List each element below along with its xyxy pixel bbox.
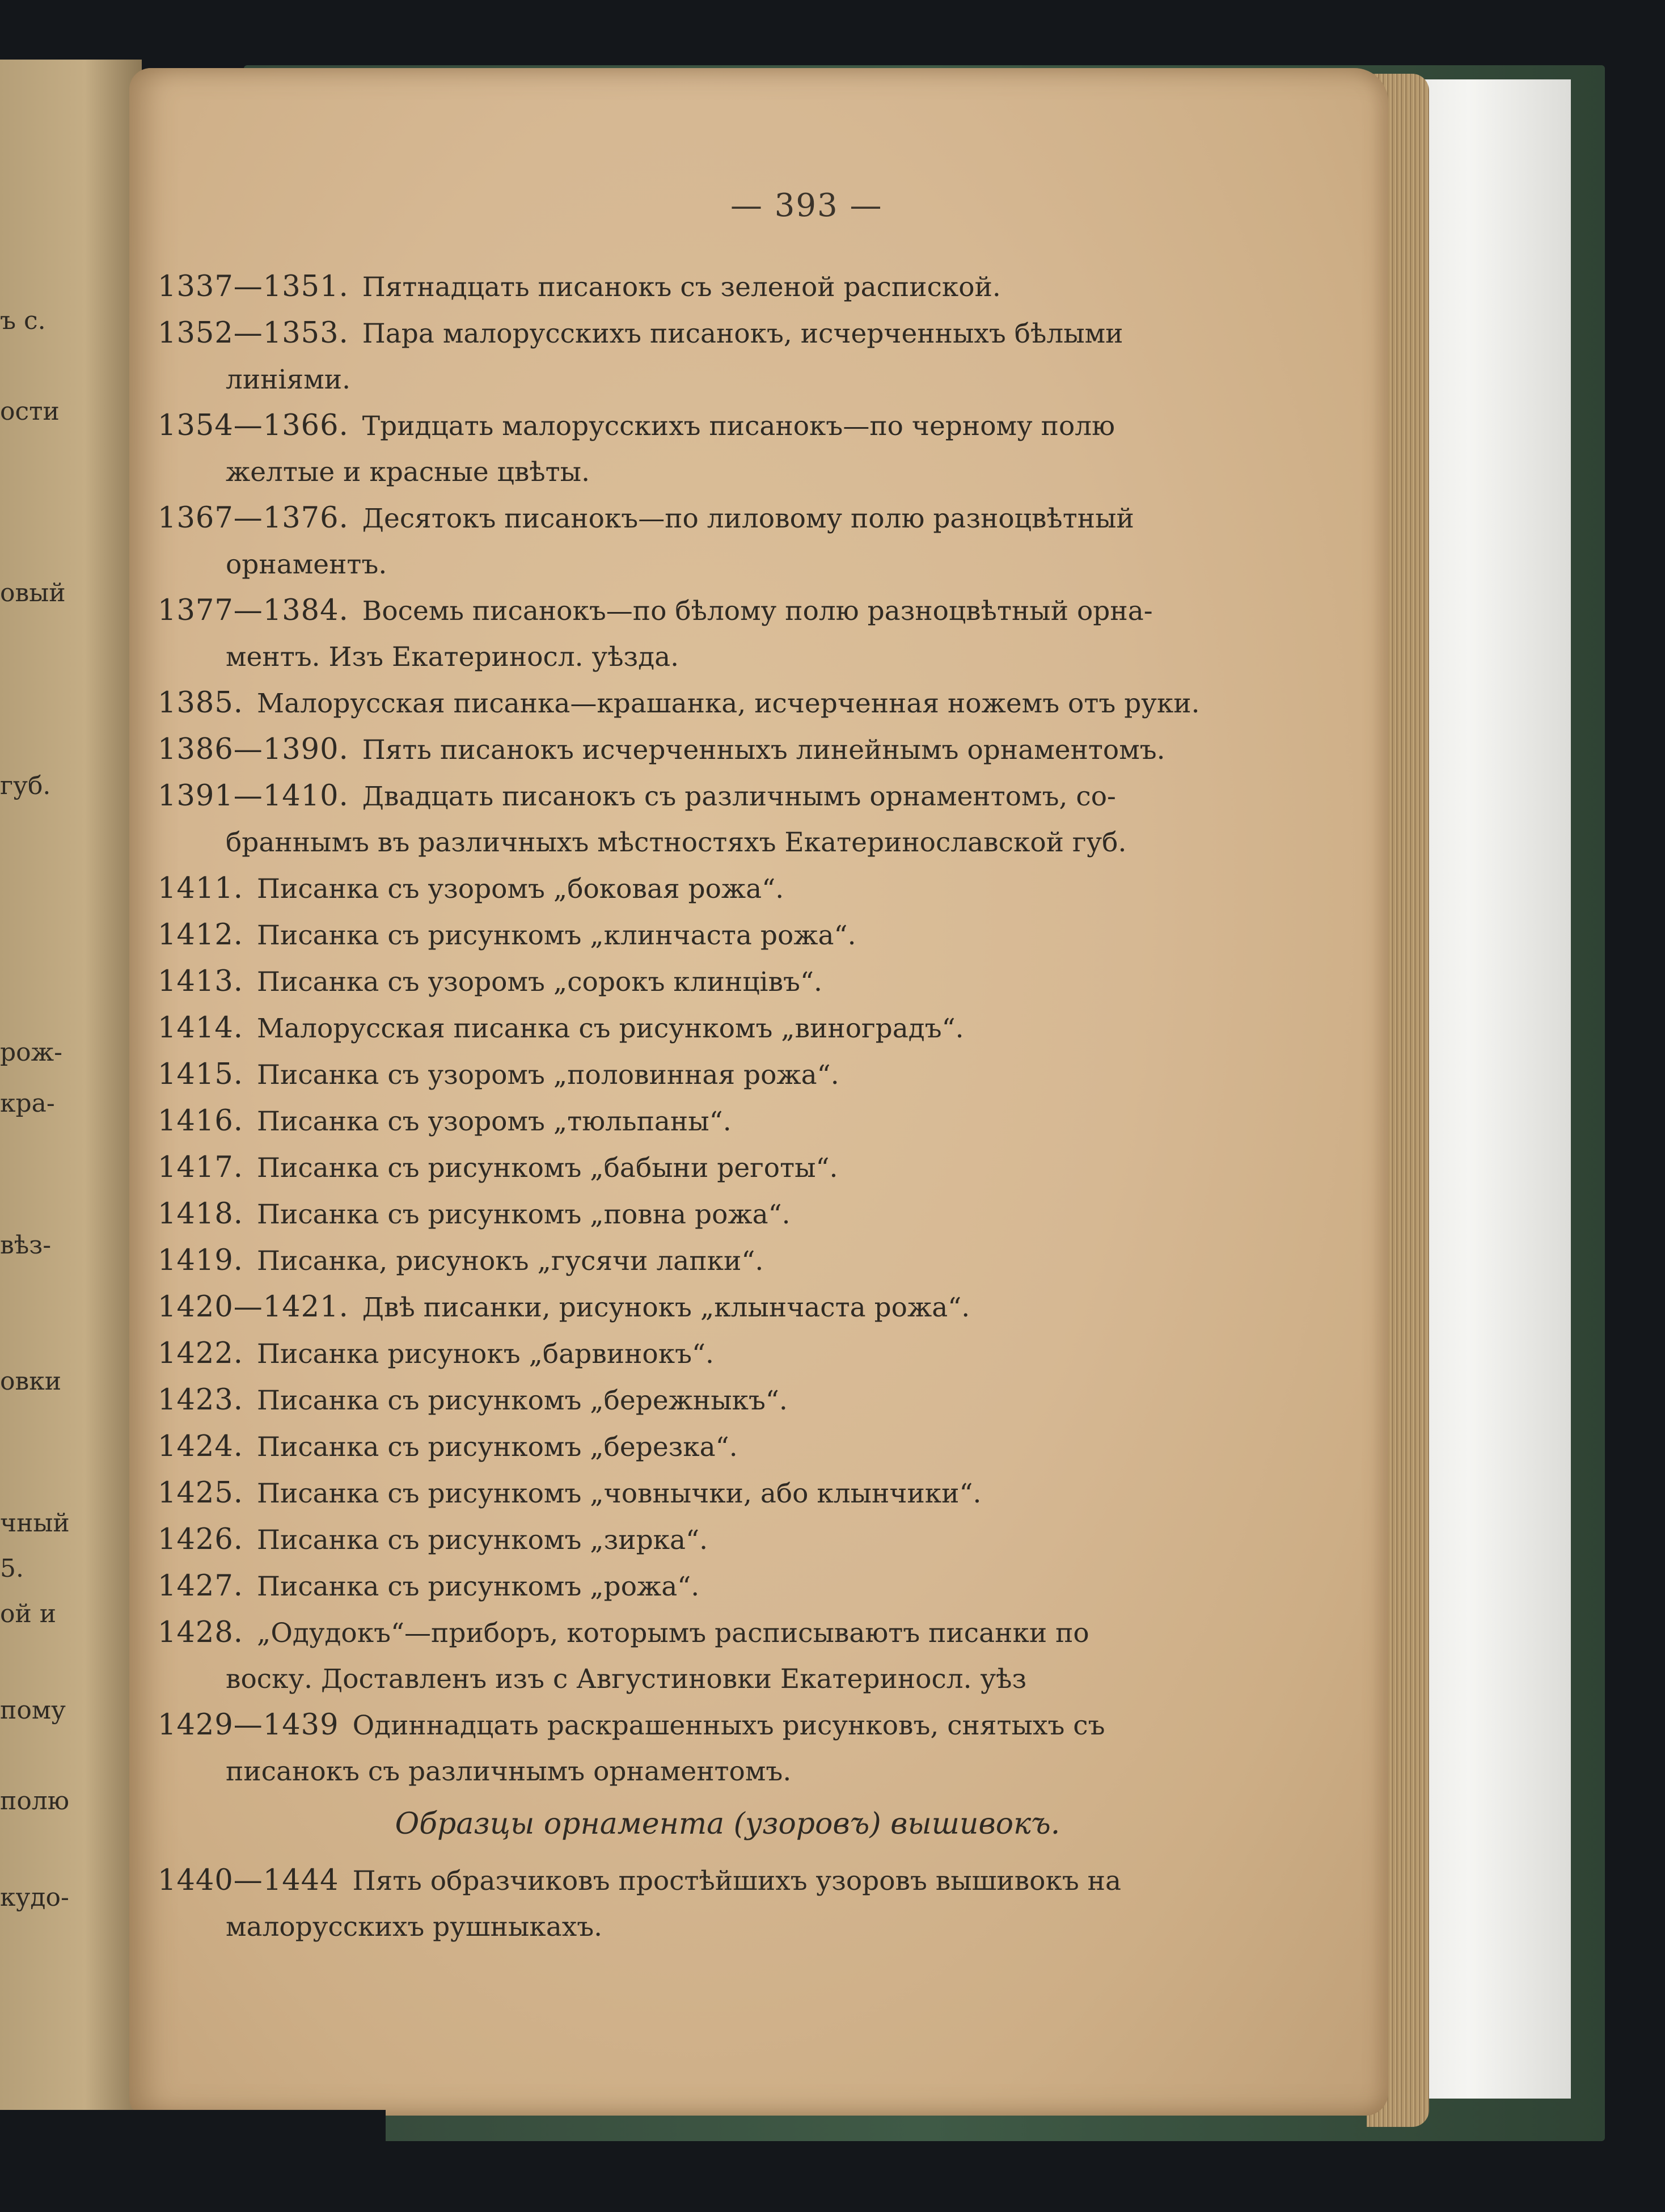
entry-number: 1386—1390. bbox=[158, 733, 349, 766]
entry-first-line bbox=[158, 1517, 1229, 1563]
entry-number: 1354—1366. bbox=[158, 409, 349, 442]
entry-text: Писанка съ рисункомъ „повна рожа“. bbox=[257, 1199, 791, 1230]
entry-number: 1425. bbox=[158, 1476, 244, 1510]
entry-first-line bbox=[158, 1098, 1229, 1145]
entry-first-line bbox=[158, 264, 1229, 310]
entry-number: 1427. bbox=[158, 1569, 244, 1603]
entry-continuation: писанокъ съ различнымъ орнаментомъ. bbox=[226, 1756, 792, 1787]
catalog-entry bbox=[158, 1610, 1229, 1702]
entry-text: Писанка съ рисункомъ „човнычки, або клынчики“. bbox=[257, 1478, 982, 1509]
entry-number: 1411. bbox=[158, 872, 244, 905]
entry-continuation: малорусскихъ рушныкахъ. bbox=[226, 1911, 603, 1943]
entry-first-line bbox=[158, 310, 1229, 357]
entry-text: Писанка съ рисункомъ „клинчаста рожа“. bbox=[257, 920, 856, 951]
entry-first-line bbox=[158, 1424, 1229, 1470]
catalog-entry bbox=[158, 1284, 1229, 1331]
catalog-entry bbox=[158, 1470, 1229, 1517]
bottom-shadow bbox=[0, 2110, 386, 2212]
entry-text: Писанка съ узоромъ „боковая рожа“. bbox=[257, 873, 784, 905]
left-page-fragment: кудо- bbox=[0, 1883, 69, 1912]
page-number: — 393 — bbox=[730, 187, 883, 224]
catalog-entry bbox=[158, 1563, 1229, 1610]
entry-text: Малорусская писанка съ рисункомъ „виноградъ“. bbox=[257, 1013, 964, 1044]
catalog-entry bbox=[158, 1098, 1229, 1145]
entry-number: 1385. bbox=[158, 686, 244, 720]
entry-first-line bbox=[158, 1377, 1229, 1424]
entry-number: 1423. bbox=[158, 1383, 244, 1417]
left-page-fragment: вѣз- bbox=[0, 1231, 52, 1260]
entry-first-line bbox=[158, 1284, 1229, 1331]
page bbox=[129, 68, 1388, 2116]
entry-first-line bbox=[158, 1702, 1229, 1749]
entry-first-line bbox=[158, 1191, 1229, 1238]
catalog-entry bbox=[158, 495, 1229, 588]
entry-number: 1418. bbox=[158, 1197, 244, 1231]
left-page-fragment: ъ с. bbox=[0, 306, 46, 335]
entry-text: Писанка съ узоромъ „тюльпаны“. bbox=[257, 1106, 732, 1137]
entry-first-line bbox=[158, 1470, 1229, 1517]
entry-number: 1337—1351. bbox=[158, 270, 349, 303]
entry-first-line bbox=[158, 727, 1229, 773]
entry-text: Тридцать малорусскихъ писанокъ—по черному полю bbox=[362, 411, 1115, 442]
catalog-entry bbox=[158, 1052, 1229, 1098]
entry-first-line bbox=[158, 403, 1229, 449]
entry-first-line bbox=[158, 1005, 1229, 1052]
entry-text: Пара малорусскихъ писанокъ, исчерченныхъ бѣлыми bbox=[362, 318, 1123, 349]
section-heading: Образцы орнамента (узоровъ) вышивокъ. bbox=[395, 1807, 1060, 1841]
entry-number: 1426. bbox=[158, 1523, 244, 1556]
left-page-fragment: кра- bbox=[0, 1089, 55, 1118]
entry-text: Одиннадцать раскрашенныхъ рисунковъ, снятыхъ съ bbox=[352, 1710, 1105, 1741]
entry-first-line bbox=[158, 1052, 1229, 1098]
entry-text: Десятокъ писанокъ—по лиловому полю разноцвѣтный bbox=[362, 503, 1134, 534]
catalog-entry bbox=[158, 727, 1229, 773]
entry-number: 1412. bbox=[158, 918, 244, 952]
entry-number: 1428. bbox=[158, 1616, 244, 1649]
catalog-entry bbox=[158, 310, 1229, 403]
left-page-fragment: губ. bbox=[0, 771, 51, 800]
entry-first-line bbox=[158, 912, 1229, 959]
entry-text: Восемь писанокъ—по бѣлому полю разноцвѣтный орна- bbox=[362, 596, 1153, 627]
entry-continuation: ментъ. Изъ Екатериносл. уѣзда. bbox=[226, 641, 679, 673]
entry-number: 1416. bbox=[158, 1104, 244, 1138]
entry-first-line bbox=[158, 1563, 1229, 1610]
catalog-entry bbox=[158, 773, 1229, 866]
entry-continuation: воску. Доставленъ изъ с Августиновки Екатериносл. уѣз bbox=[226, 1664, 1027, 1695]
entry-text: Писанка съ рисункомъ „зирка“. bbox=[257, 1525, 708, 1556]
entry-number: 1413. bbox=[158, 965, 244, 998]
left-page-fragment: овки bbox=[0, 1367, 62, 1396]
catalog-entry bbox=[158, 1424, 1229, 1470]
entry-first-line bbox=[158, 588, 1229, 634]
entry-number: 1414. bbox=[158, 1011, 244, 1045]
entry-first-line bbox=[158, 1238, 1229, 1284]
catalog-entry bbox=[158, 1331, 1229, 1377]
catalog-entry bbox=[158, 1377, 1229, 1424]
entry-first-line bbox=[158, 773, 1229, 820]
left-page-fragment: чный bbox=[0, 1509, 70, 1538]
catalog-entry bbox=[158, 866, 1229, 912]
entry-number: 1420—1421. bbox=[158, 1290, 349, 1324]
catalog-entry bbox=[158, 1517, 1229, 1563]
left-page bbox=[0, 60, 142, 2135]
entry-text: Писанка съ рисункомъ „бережныкъ“. bbox=[257, 1385, 788, 1416]
catalog-entry bbox=[158, 1858, 1229, 1950]
entry-continuation: браннымъ въ различныхъ мѣстностяхъ Екатеринославской губ. bbox=[226, 827, 1127, 858]
entry-number: 1391—1410. bbox=[158, 779, 349, 813]
entry-continuation: линіями. bbox=[226, 364, 351, 395]
entry-number: 1367—1376. bbox=[158, 501, 349, 535]
catalog-entry bbox=[158, 959, 1229, 1005]
entry-number: 1424. bbox=[158, 1430, 244, 1463]
catalog-entry bbox=[158, 1238, 1229, 1284]
entry-number: 1440—1444 bbox=[158, 1864, 339, 1897]
entry-text: Малорусская писанка—крашанка, исчерченная ножемъ отъ руки. bbox=[257, 688, 1200, 719]
catalog-entry bbox=[158, 1702, 1229, 1795]
entry-first-line bbox=[158, 1145, 1229, 1191]
entry-text: Пять писанокъ исчерченныхъ линейнымъ орнаментомъ. bbox=[362, 734, 1165, 766]
catalog-entry bbox=[158, 680, 1229, 727]
catalog-entry bbox=[158, 403, 1229, 495]
entry-text: Двѣ писанки, рисунокъ „клынчаста рожа“. bbox=[362, 1292, 970, 1323]
entry-first-line bbox=[158, 680, 1229, 727]
entry-continuation: желтые и красные цвѣты. bbox=[226, 457, 590, 488]
entry-number: 1377—1384. bbox=[158, 594, 349, 627]
entry-number: 1419. bbox=[158, 1244, 244, 1277]
entry-number: 1415. bbox=[158, 1058, 244, 1091]
entry-text: Писанка съ узоромъ „половинная рожа“. bbox=[257, 1059, 839, 1091]
entry-first-line bbox=[158, 866, 1229, 912]
left-page-fragment: ой и bbox=[0, 1599, 57, 1628]
left-page-fragment: полю bbox=[0, 1787, 70, 1816]
entry-continuation: орнаментъ. bbox=[226, 549, 387, 580]
left-page-fragment: ости bbox=[0, 397, 60, 426]
catalog-entry bbox=[158, 1145, 1229, 1191]
left-page-fragment: 5. bbox=[0, 1554, 24, 1583]
entry-first-line bbox=[158, 959, 1229, 1005]
catalog-entry bbox=[158, 912, 1229, 959]
catalog-entries bbox=[158, 264, 1229, 1950]
left-page-fragment: пому bbox=[0, 1696, 66, 1725]
entry-first-line bbox=[158, 1610, 1229, 1656]
entry-text: Пять образчиковъ простѣйшихъ узоровъ вышивокъ на bbox=[352, 1865, 1122, 1897]
entry-number: 1417. bbox=[158, 1151, 244, 1184]
entry-text: Писанка съ узоромъ „сорокъ клинцівъ“. bbox=[257, 966, 822, 998]
catalog-entry bbox=[158, 588, 1229, 680]
entry-number: 1429—1439 bbox=[158, 1708, 339, 1742]
entry-number: 1352—1353. bbox=[158, 316, 349, 350]
entry-number: 1422. bbox=[158, 1337, 244, 1370]
entry-text: Двадцать писанокъ съ различнымъ орнаментомъ, со- bbox=[362, 781, 1116, 812]
entry-first-line bbox=[158, 1858, 1229, 1904]
entry-text: Писанка съ рисункомъ „рожа“. bbox=[257, 1571, 700, 1602]
left-page-fragment: овый bbox=[0, 579, 66, 607]
entry-text: Писанка съ рисункомъ „березка“. bbox=[257, 1432, 738, 1463]
entry-first-line bbox=[158, 495, 1229, 542]
entry-text: Пятнадцать писанокъ съ зеленой распиской. bbox=[362, 272, 1001, 303]
entry-text: Писанка рисунокъ „барвинокъ“. bbox=[257, 1339, 714, 1370]
entry-text: Писанка, рисунокъ „гусячи лапки“. bbox=[257, 1246, 764, 1277]
catalog-entry bbox=[158, 1005, 1229, 1052]
entry-text: „Одудокъ“—приборъ, которымъ расписываютъ писанки по bbox=[257, 1618, 1089, 1649]
catalog-entry bbox=[158, 1191, 1229, 1238]
entry-first-line bbox=[158, 1331, 1229, 1377]
entry-text: Писанка съ рисункомъ „бабыни реготы“. bbox=[257, 1153, 838, 1184]
catalog-entry bbox=[158, 264, 1229, 310]
left-page-fragment: рож- bbox=[0, 1038, 62, 1067]
